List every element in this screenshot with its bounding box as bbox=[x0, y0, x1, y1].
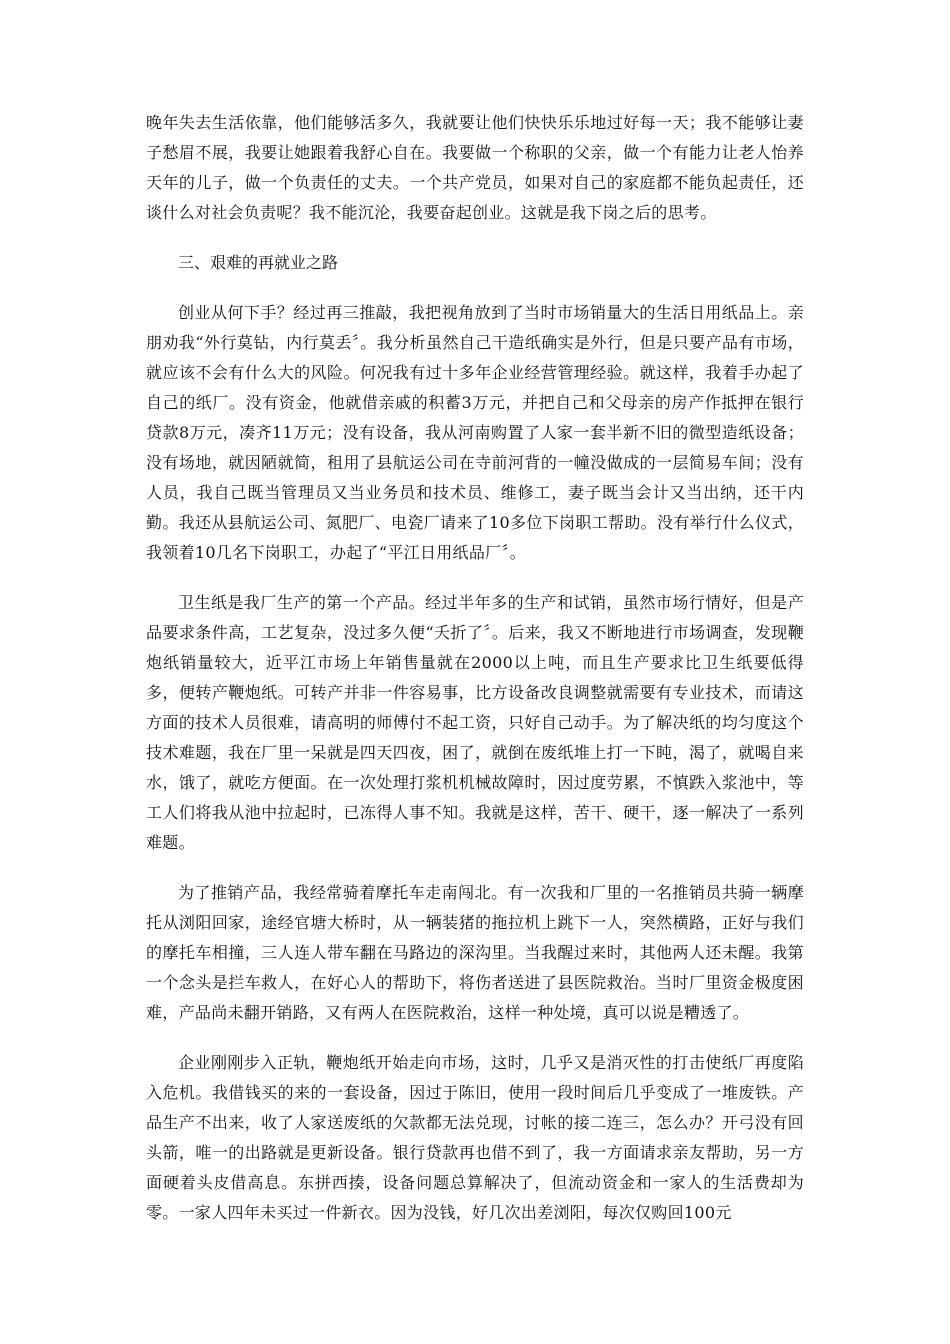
document-page bbox=[146, 108, 804, 1248]
paragraph-equipment-crisis: 企业刚刚步入正轨，鞭炮纸开始走向市场，这时，几乎又是消灭性的打击使纸厂再度陷入危机。我借钱买的来的一套设备，因过于陈旧，使用一段时间后几乎变成了一堆废铁。产品生产不出来，收了人家送废纸的欠款都无法兑现，讨帐的接二连三，怎么办？开弓没有回头箭，唯一的出路就是更新设备。银行贷款再也借不到了，我一方面请求亲友帮助，另一方面硬着头皮借高息。东拼西揍，设备问题总算解决了，但流动资金和一家人的生活费却为零。一家人四年未买过一件新衣。因为没钱，好几次出差浏阳，每次仅购回100元 bbox=[146, 1053, 804, 1222]
paragraph-motorcycle-accident: 为了推销产品，我经常骑着摩托车走南闯北。有一次我和厂里的一名推销员共骑一辆摩托从浏阳回家，途经官塘大桥时，从一辆装猪的拖拉机上跳下一人，突然横路，正好与我们的摩托车相撞，三人连人带车翻在马路边的深沟里。当我醒过来时，其他两人还未醒。我第一个念头是拦车救人，在好心人的帮助下，将伤者送进了县医院救治。当时厂里资金极度困难，产品尚未翻开销路，又有两人在医院救治，这样一种处境，真可以说是糟透了。 bbox=[146, 883, 804, 1022]
section-heading-reemployment: 三、艰难的再就业之路 bbox=[178, 253, 339, 272]
paragraph-family-reflection: 晚年失去生活依靠，他们能够活多久，我就要让他们快快乐乐地过好每一天；我不能够让妻子愁眉不展，我要让她跟着我舒心自在。我要做一个称职的父亲，做一个有能力让老人怡养天年的儿子，做一个负责任的丈夫。一个共产党员，如果对自己的家庭都不能负起责任，还谈什么对社会负责呢？我不能沉沦，我要奋起创业。这就是我下岗之后的思考。 bbox=[146, 113, 804, 222]
paragraph-starting-business: 创业从何下手？经过再三推敲，我把视角放到了当时市场销量大的生活日用纸品上。亲朋劝我“外行莫钻，内行莫丢〞。我分析虽然自己干造纸确实是外行，但是只要产品有市场，就应该不会有什么大的风险。何况我有过十多年企业经营管理经验。就这样，我着手办起了自己的纸厂。没有资金，他就借亲戚的积蓄3万元，并把自己和父母亲的房产作抵押在银行贷款8万元，凑齐11万元；没有设备，我从河南购置了人家一套半新不旧的微型造纸设备；没有场地，就因陋就简，租用了县航运公司在寺前河背的一幢没做成的一层简易车间；没有人员，我自己既当管理员又当业务员和技术员、维修工，妻子既当会计又当出纳，还干内勤。我还从县航运公司、氮肥厂、电瓷厂请来了10多位下岗职工帮助。没有举行什么仪式，我领着10几名下岗职工，办起了“平江日用纸品厂〞。 bbox=[146, 303, 804, 562]
paragraph-toilet-paper-product: 卫生纸是我厂生产的第一个产品。经过半年多的生产和试销，虽然市场行情好，但是产品要求条件高，工艺复杂，没过多久便“夭折了〞。后来，我又不断地进行市场调查，发现鞭炮纸销量较大，近平江市场上年销售量就在2000以上吨，而且生产要求比卫生纸要低得多，便转产鞭炮纸。可转产并非一件容易事，比方设备改良调整就需要有专业技术，而请这方面的技术人员很难，请高明的师傅付不起工资，只好自己动手。为了解决纸的均匀度这个技术难题，我在厂里一呆就是四天四夜，困了，就倒在废纸堆上打一下盹，渴了，就喝自来水，饿了，就吃方便面。在一次处理打浆机机械故障时，因过度劳累，不慎跌入浆池中，等工人们将我从池中拉起时，已冻得人事不知。我就是这样，苦干、硬干，逐一解决了一系列难题。 bbox=[146, 593, 804, 852]
